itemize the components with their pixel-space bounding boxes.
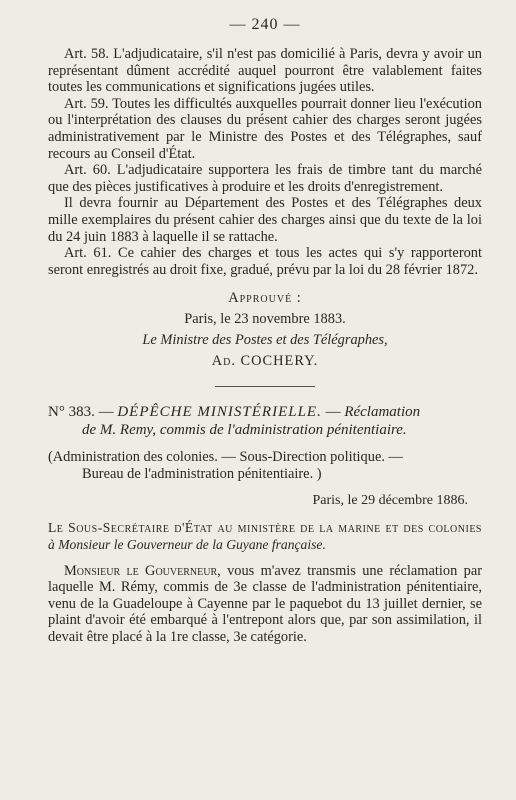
article-59: Art. 59. Toutes les difficultés auxquelles pourrait donner lieu l'exécution ou l'interprétation des clauses du présent cahier des charges seront jugées administrativement par le Ministre des Postes et des Télégraphes, sauf recours au Conseil d'État. [48, 95, 482, 162]
approval-block [48, 288, 482, 372]
administration-note [48, 449, 482, 482]
approval-label: Approuvé : [228, 290, 302, 307]
letter-salutation: Monsieur le Gouverneur, [64, 562, 221, 579]
depeche-title: DÉPÊCHE MINISTÉRIELLE. [117, 404, 322, 421]
addressee-sender: Le Sous-Secrétaire d'État au ministère de la marine et des colonies [48, 519, 482, 535]
approval-place-date: Paris, le 23 novembre 1883. [184, 311, 346, 328]
depeche-reclamation: Réclamation [344, 404, 421, 421]
depeche-number: N° 383. [48, 404, 95, 421]
administration-line-2: Bureau de l'administration pénitentiaire. ) [82, 465, 322, 482]
letter-text: vous m'avez transmis une réclamation par laquelle M. Rémy, commis de 3e classe de l'administration pénitentiaire, venu de la Guadeloupe à Cayenne par le paquebot du 13 juillet dernier, se plaint d'avoir été embarqué à l'entrepont alors que, par son assimilation, il devait être placé à la 1re classe, 3e catégorie. [48, 562, 482, 645]
article-60-continuation: Il devra fournir au Département des Postes et des Télégraphes deux mille exemplaires du présent cahier des charges ainsi que du texte de la loi du 24 juin 1883 à laquelle il se rattache. [48, 195, 482, 245]
letter-date: Paris, le 29 décembre 1886. [312, 492, 468, 508]
depeche-dash-2: — [325, 404, 341, 421]
article-61: Art. 61. Ce cahier des charges et tous les actes qui s'y rapporteront seront enregistrés au droit fixe, gradué, prévu par la loi du 28 février 1872. [48, 245, 482, 278]
section-divider [215, 386, 315, 387]
depeche-dash-1: — [98, 404, 114, 421]
approval-minister: Le Ministre des Postes et des Télégraphes, [142, 332, 388, 349]
addressee [48, 519, 482, 553]
letter-body [48, 563, 482, 646]
article-58: Art. 58. L'adjudicataire, s'il n'est pas domicilié à Paris, devra y avoir un représentant dûment accrédité auquel pourront être valablement faites toutes les communications et significations jugées utiles. [48, 46, 482, 96]
addressee-recipient: à Monsieur le Gouverneur de la Guyane française. [48, 536, 326, 552]
page-number: — 240 — [229, 16, 301, 33]
administration-line-1: (Administration des colonies. — Sous-Direction politique. — [48, 449, 403, 466]
depeche-reclamation-subject: de M. Remy, commis de l'administration pénitentiaire. [82, 422, 407, 439]
article-60: Art. 60. L'adjudicataire supportera les frais de timbre tant du marché que des pièces justificatives à produire et les droits d'enregistrement. [48, 162, 482, 195]
approval-signature: Ad. COCHERY. [211, 353, 319, 370]
depeche-heading [48, 403, 482, 439]
